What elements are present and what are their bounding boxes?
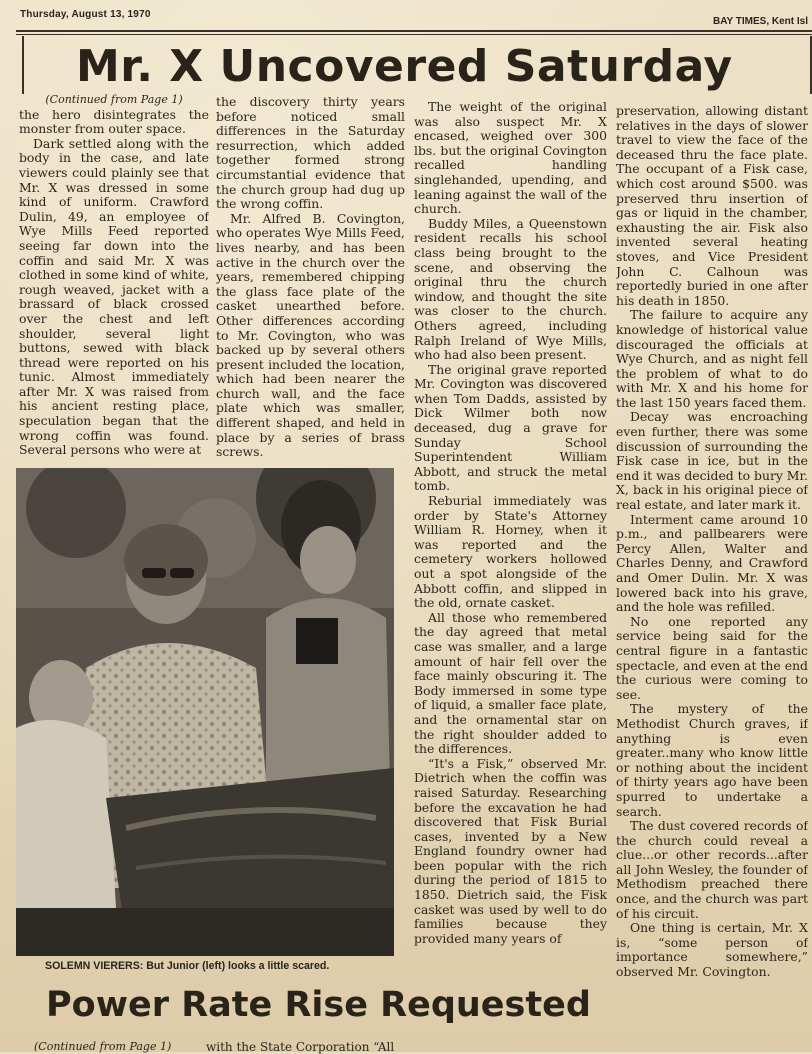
- issue-date: Thursday, August 13, 1970: [20, 9, 151, 20]
- article-column-2: [216, 95, 405, 465]
- paragraph: the discovery thirty years before noticed small differences in the Saturday resurrection, which added together formed strong circumstantial evidence that the church group had dug up the wrong coffin.: [216, 95, 405, 212]
- continued-note-footer: (Continued from Page 1): [34, 1040, 172, 1053]
- headline-box-left-rule: [22, 36, 24, 94]
- paragraph: No one reported any service being said for the central figure in a fantastic spectacle, and even at the end the curious were coming to see.: [616, 613, 808, 702]
- paragraph: One thing is certain, Mr. X is, “some person of importance somewhere,” observed Mr. Covington.: [616, 920, 808, 980]
- article-column-1: [19, 93, 209, 463]
- paragraph: Mr. Alfred B. Covington, who operates Wye Mills Feed, lives nearby, and has been active in the church over the years, remembered chipping the glass face plate of the casket unearthed before. Other differences according to Mr. Covington, who was backed up by several others present included the location, which had been nearer the church wall, and the face plate which was smaller, different shaped, and held in place by a series of brass screws.: [216, 210, 405, 460]
- main-headline: Mr. X Uncovered Saturday: [76, 41, 733, 92]
- paragraph: preservation, allowing distant relatives in the days of slower travel to view the face of the deceased thru the face plate. The occupant of a Fisk case, which cost around $500. was preserved thru insertion of gas or liquid in the chamber, exhausting the air. Fisk also invented several heating stoves, and Vice President John C. Calhoun was reportedly buried in one after his death in 1850.: [616, 104, 808, 308]
- news-photo: [16, 468, 394, 956]
- header-rule: [16, 30, 812, 32]
- paragraph: All those who remembered the day agreed that metal case was smaller, and a large amount of hair fell over the face mainly obscuring it. The Body immersed in some type of liquid, a smaller face plate, and the ornamental star on the right shoulder added to the differences.: [414, 609, 607, 757]
- article-column-3: [414, 100, 607, 1000]
- paragraph: Reburial immediately was order by State's Attorney William R. Horney, when it was reported and the cemetery workers hollowed out a spot alongside of the Abbott coffin, and slipped in the old, ornate casket.: [414, 493, 607, 611]
- paragraph: Decay was encroaching even further, there was some discussion of surrounding the Fisk case in ice, but in the end it was decided to bury Mr. X, back in his original piece of real estate, and later mark it.: [616, 409, 808, 513]
- paragraph: “It's a Fisk,” observed Mr. Dietrich when the coffin was raised Saturday. Researching before the excavation he had discovered that Fisk Burial cases, invented by a New England foundry owner had been popular with the rich during the period of 1815 to 1850. Dietrich said, the Fisk casket was used by well to do families because they provided many years of: [414, 755, 607, 946]
- paragraph: Buddy Miles, a Queenstown resident recalls his school class being brought to the scene, and observing the original thru the church window, and thought the site was closer to the church. Others agreed, including Ralph Ireland of Wye Mills, who had also been present.: [414, 215, 607, 363]
- paragraph: Dark settled along with the body in the case, and late viewers could plainly see that Mr. X was dressed in some kind of uniform. Crawford Dulin, 49, an employee of Wye Mills Feed reported seeing far down into the coffin and said Mr. X was clothed in some kind of white, rough weaved, jacket with a brassard of black crossed over the chest and left shoulder, several light buttons, sewed with black thread were reported on his tunic. Almost immediately after Mr. X was raised from his ancient resting place, speculation began that the wrong coffin was found. Several persons who were at: [19, 135, 209, 458]
- header-rule-thin: [16, 34, 812, 35]
- paragraph: The mystery of the Methodist Church graves, if anything is even greater..many who know little or nothing about the incident of thirty years ago have been spurred to undertake a search.: [616, 701, 808, 819]
- photo-caption: SOLEMN VIERERS: But Junior (left) looks a little scared.: [45, 960, 330, 972]
- newspaper-name: BAY TIMES, Kent Isl: [712, 16, 808, 27]
- footer-article-text: with the State Corporation “All: [206, 1040, 395, 1054]
- paragraph: The weight of the original was also suspect Mr. X encased, weighed over 300 lbs. but the original Covington recalled handling singlehanded, upending, and leaning against the wall of the church.: [414, 100, 607, 217]
- paragraph: The failure to acquire any knowledge of historical value discouraged the officials at Wye Church, and as night fell the problem of what to do with Mr. X and his home for the last 150 years faced them.: [616, 307, 808, 410]
- paragraph: Interment came around 10 p.m., and pallbearers were Percy Allen, Walter and Charles Denny, and Crawford and Omer Dulin. Mr. X was lowered back into his grave, and the hole was refilled.: [616, 511, 808, 615]
- paragraph: The dust covered records of the church could reveal a clue...or other records...after all John Wesley, the founder of Methodism preached there once, and the church was part of his circuit.: [616, 818, 808, 921]
- photo-illustration: [16, 468, 394, 956]
- paragraph: The original grave reported Mr. Covington was discovered when Tom Dadds, assisted by Dick Wilmer both now deceased, dug a grave for Sunday School Superintendent William Abbott, and struck the metal tomb.: [414, 361, 607, 494]
- article-column-4: [616, 104, 808, 1044]
- paragraph: the hero disintegrates the monster from outer space.: [19, 106, 209, 137]
- continued-note: (Continued from Page 1): [45, 93, 183, 106]
- second-headline: Power Rate Rise Requested: [46, 985, 591, 1025]
